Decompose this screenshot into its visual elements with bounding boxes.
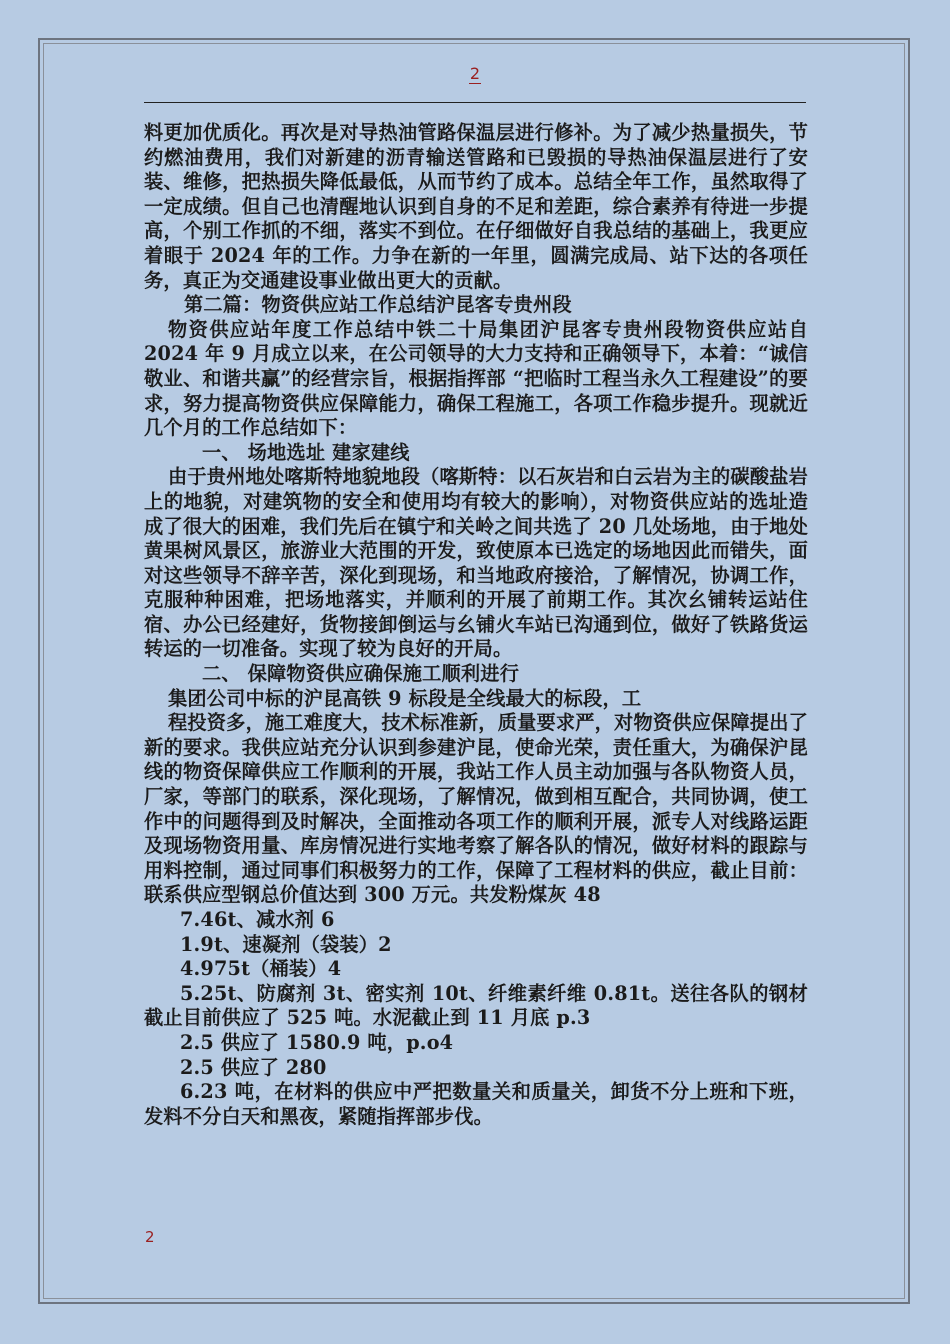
material-line: 7.46t、减水剂 6 — [180, 908, 335, 931]
material-line: 1.9t、速凝剂（袋装）2 — [180, 932, 392, 956]
material-line: 2.5 供应了 1580.9 吨，p.o4 — [180, 1030, 454, 1054]
footer-page-number: 2 — [145, 1228, 155, 1246]
header-page-number: 2 — [469, 64, 481, 83]
material-line: 6.23 吨，在材料的供应中严把数量关和质量关，卸货不分上班和下班，发料不分白天和黑夜，紧随指挥部步伐。 — [144, 1080, 808, 1128]
material-line: 4.975t（桶装）4 — [180, 957, 342, 981]
paragraph: 程投资多，施工难度大，技术标准新，质量要求严，对物资供应保障提出了新的要求。我供应站充分认识到参建沪昆，使命光荣，责任重大，为确保沪昆线的物资保障供应工作顺利的开展，我站工作人员主动加强与各队物资人员，厂家，等部门的联系，深化现场，了解情况，做到相互配合，共同协调，使工作中的问题得到及时解决，全面推动各项工作的顺利开展，派专人对线路运距及现场物资用量、库房情况进行实地考察了解各队的情况，做好材料的跟踪与用料控制，通过同事们积极努力的工作，保障了工程材料的供应，截止目前：联系供应型钢总价值达到 300 万元。共发粉煤灰 48 — [144, 711, 808, 907]
section-heading: 第二篇：物资供应站工作总结沪昆客专贵州段 — [184, 293, 572, 317]
paragraph: 集团公司中标的沪昆高铁 9 标段是全线最大的标段，工 — [168, 686, 642, 710]
header-rule — [144, 102, 806, 103]
paragraph: 由于贵州地处喀斯特地貌地段（喀斯特：以石灰岩和白云岩为主的碳酸盐岩上的地貌，对建筑物的安全和使用均有较大的影响），对物资供应站的选址造成了很大的困难，我们先后在镇宁和关岭之间共选了 20 几处场地，由于地处黄果树风景区，旅游业大范围的开发，致使原本已选定的场地因此而错失，面对这些领导不辞辛苦，深化到现场，和当地政府接洽，了解情况，协调工作，克服种种困难，把场地落实，并顺利的开展了前期工作。其次幺铺转运站住宿、办公已经建好，货物接卸倒运与幺铺火车站已沟通到位，做好了铁路货运转运的一切准备。实现了较为良好的开局。 — [144, 465, 808, 661]
subsection-heading: 二、 保障物资供应确保施工顺利进行 — [202, 662, 520, 686]
document-body — [144, 121, 808, 1129]
material-line: 5.25t、防腐剂 3t、密实剂 10t、纤维素纤维 0.81t。送往各队的钢材截止目前供应了 525 吨。水泥截止到 11 月底 p.3 — [144, 981, 808, 1030]
paragraph: 料更加优质化。再次是对导热油管路保温层进行修补。为了减少热量损失，节约燃油费用，我们对新建的沥青输送管路和已毁损的导热油保温层进行了安装、维修，把热损失降低最低，从而节约了成本。总结全年工作，虽然取得了一定成绩。但自己也清醒地认识到自身的不足和差距，综合素养有待进一步提高，个别工作抓的不细，落实不到位。在仔细做好自我总结的基础上，我更应着眼于 2024 年的工作。力争在新的一年里，圆满完成局、站下达的各项任务，真正为交通建设事业做出更大的贡献。 — [144, 121, 808, 292]
paragraph: 物资供应站年度工作总结中铁二十局集团沪昆客专贵州段物资供应站自 2024 年 9 月成立以来，在公司领导的大力支持和正确领导下，本着：“诚信敬业、和谐共赢”的经营宗旨，根据指挥部 “把临时工程当永久工程建设”的要求，努力提高物资供应保障能力，确保工程施工，各项工作稳步提升。现就近几个月的工作总结如下： — [144, 317, 808, 440]
subsection-heading: 一、 场地选址 建家建线 — [202, 440, 410, 464]
material-line: 2.5 供应了 280 — [180, 1055, 327, 1079]
